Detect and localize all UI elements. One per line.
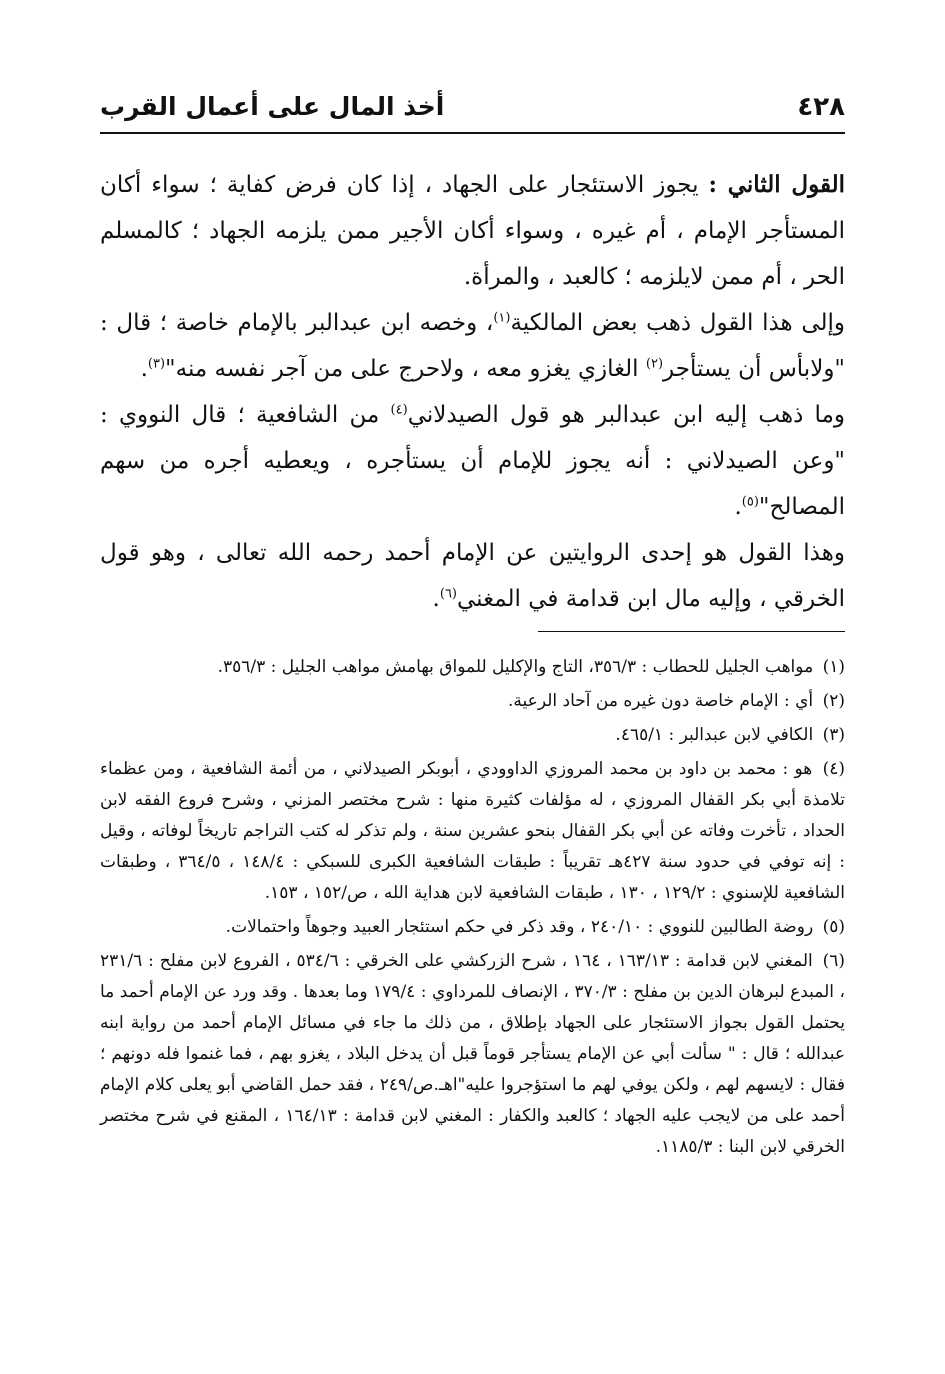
paragraph-text: . bbox=[140, 356, 148, 382]
main-text bbox=[100, 162, 845, 622]
footnote-text: المغني لابن قدامة : ١٦٣/١٣ ، ١٦٤ ، شرح الزركشي على الخرقي : ٥٣٤/٦ ، الفروع لابن مفلح : ٢٣١/٦ ، المبدع لبرهان الدين بن مفلح : ٣٧٠/٣ ، الإنصاف للمرداوي : ١٧٩/٤ وما بعدها . وقد ورد عن الإمام أحمد ما يحتمل القول بجواز الاستئجار على الجهاد بإطلاق ، من ذلك ما جاء في مسائل الإمام أحمد من رواية ابنه عبدالله ؛ قال : " سألت أبي عن الإمام يستأجر قوماً قبل أن يدخل البلاد ، يغزو بهم ، فما غنموا فله دونهم ؛ فقال : لايسهم لهم ، ولكن يوفي لهم ما استؤجروا عليه"اهـ.ص/٢٤٩ ، فقد حمل القاضي أبو يعلى كلام الإمام أحمد على من لايجب عليه الجهاد ؛ كالعبد والكفار : المغني لابن قدامة : ١٦٤/١٣ ، المقنع في شرح مختصر الخرقي لابن البنا : ١١٨٥/٣. bbox=[100, 951, 845, 1157]
footnote-2 bbox=[100, 686, 845, 717]
footnote-text: مواهب الجليل للحطاب : ٣٥٦/٣، التاج والإكليل للمواق بهامش مواهب الجليل : ٣٥٦/٣. bbox=[217, 657, 814, 677]
paragraph-text: وهذا القول هو إحدى الروايتين عن الإمام أحمد رحمه الله تعالى ، وهو قول الخرقي ، وإليه مال ابن قدامة في المغني bbox=[100, 540, 845, 612]
header-rule bbox=[100, 132, 845, 134]
footnote-number: (٤) bbox=[822, 759, 846, 779]
footnote-text: أي : الإمام خاصة دون غيره من آحاد الرعية. bbox=[508, 691, 814, 711]
footnote-ref-5[interactable]: (٥) bbox=[741, 494, 759, 510]
paragraph-text: وإلى هذا القول ذهب بعض المالكية bbox=[510, 310, 845, 336]
paragraph-text: ، وخصه ابن عبدالبر بالإمام خاصة ؛ قال : "ولابأس أن يستأجر bbox=[100, 310, 845, 382]
footnote-number: (٣) bbox=[822, 725, 845, 745]
page-header bbox=[100, 92, 845, 126]
footnote-1 bbox=[100, 652, 845, 683]
paragraph-3 bbox=[100, 392, 845, 530]
footnote-text: روضة الطالبين للنووي : ٢٤٠/١٠ ، وقد ذكر في حكم استئجار العبيد وجوهاً واحتمالات. bbox=[225, 917, 814, 937]
footnote-ref-2[interactable]: (٢) bbox=[645, 356, 664, 372]
footnote-text: هو : محمد بن داود بن محمد المروزي الداوودي ، أبوبكر الصيدلاني ، من أئمة الشافعية ، ومن عظماء تلامذة أبي بكر القفال المروزي ، له مؤلفات كثيرة منها : شرح مختصر المزني ، وشرح فروع الفقه لابن الحداد ، تأخرت وفاته عن أبي بكر القفال بنحو عشرين سنة ، ولم تذكر له كتب التراجم تاريخاً لوفاته ، وقيل : إنه توفي في حدود سنة ٤٢٧هـ تقريباً : طبقات الشافعية الكبرى للسبكي : ١٤٨/٤ ، ٣٦٤/٥ ، وطبقات الشافعية للإسنوي : ١٢٩/٢ ، ١٣٠ ، طبقات الشافعية لابن هداية الله ، ص/١٥٢ ، ١٥٣. bbox=[100, 759, 845, 903]
paragraph-text: من الشافعية ؛ قال النووي : "وعن الصيدلاني : أنه يجوز للإمام أن يستأجره ، ويعطيه أجره من سهم المصالح" bbox=[100, 402, 845, 520]
footnote-number: (٢) bbox=[822, 691, 845, 711]
running-title: أخذ المال على أعمال القرب bbox=[100, 92, 445, 121]
paragraph-text: . bbox=[734, 494, 742, 520]
footnote-ref-1[interactable]: (١) bbox=[493, 310, 511, 326]
page-number: ٤٢٨ bbox=[797, 92, 845, 122]
footnote-number: (٥) bbox=[822, 917, 845, 937]
paragraph-text: يجوز الاستئجار على الجهاد ، إذا كان فرض كفاية ؛ سواء أكان المستأجر الإمام ، أم غيره ، وسواء أكان الأجير ممن يلزمه الجهاد ؛ كالمسلم الحر ، أم ممن لايلزمه ؛ كالعبد ، والمرأة. bbox=[100, 172, 845, 290]
paragraph-1 bbox=[100, 162, 845, 300]
footnote-3 bbox=[100, 720, 845, 751]
paragraph-4 bbox=[100, 530, 845, 622]
paragraph-text: الغازي يغزو معه ، ولاحرج على من آجر نفسه منه" bbox=[165, 356, 646, 382]
footnote-ref-4[interactable]: (٤) bbox=[390, 402, 408, 418]
paragraph-lead: القول الثاني : bbox=[708, 171, 845, 198]
footnote-ref-6[interactable]: (٦) bbox=[439, 586, 457, 602]
footnote-6 bbox=[100, 946, 845, 1163]
footnote-text: الكافي لابن عبدالبر : ٤٦٥/١. bbox=[615, 725, 814, 745]
paragraph-2 bbox=[100, 300, 845, 392]
paragraph-text: . bbox=[432, 586, 440, 612]
paragraph-text: وما ذهب إليه ابن عبدالبر هو قول الصيدلاني bbox=[407, 402, 845, 428]
footnote-5 bbox=[100, 912, 845, 943]
footnote-ref-3[interactable]: (٣) bbox=[147, 356, 166, 372]
footnotes bbox=[100, 652, 845, 1166]
footnote-number: (٦) bbox=[822, 951, 845, 971]
footnote-number: (١) bbox=[822, 657, 845, 677]
footnote-4 bbox=[100, 754, 845, 909]
footnote-separator bbox=[538, 631, 845, 632]
